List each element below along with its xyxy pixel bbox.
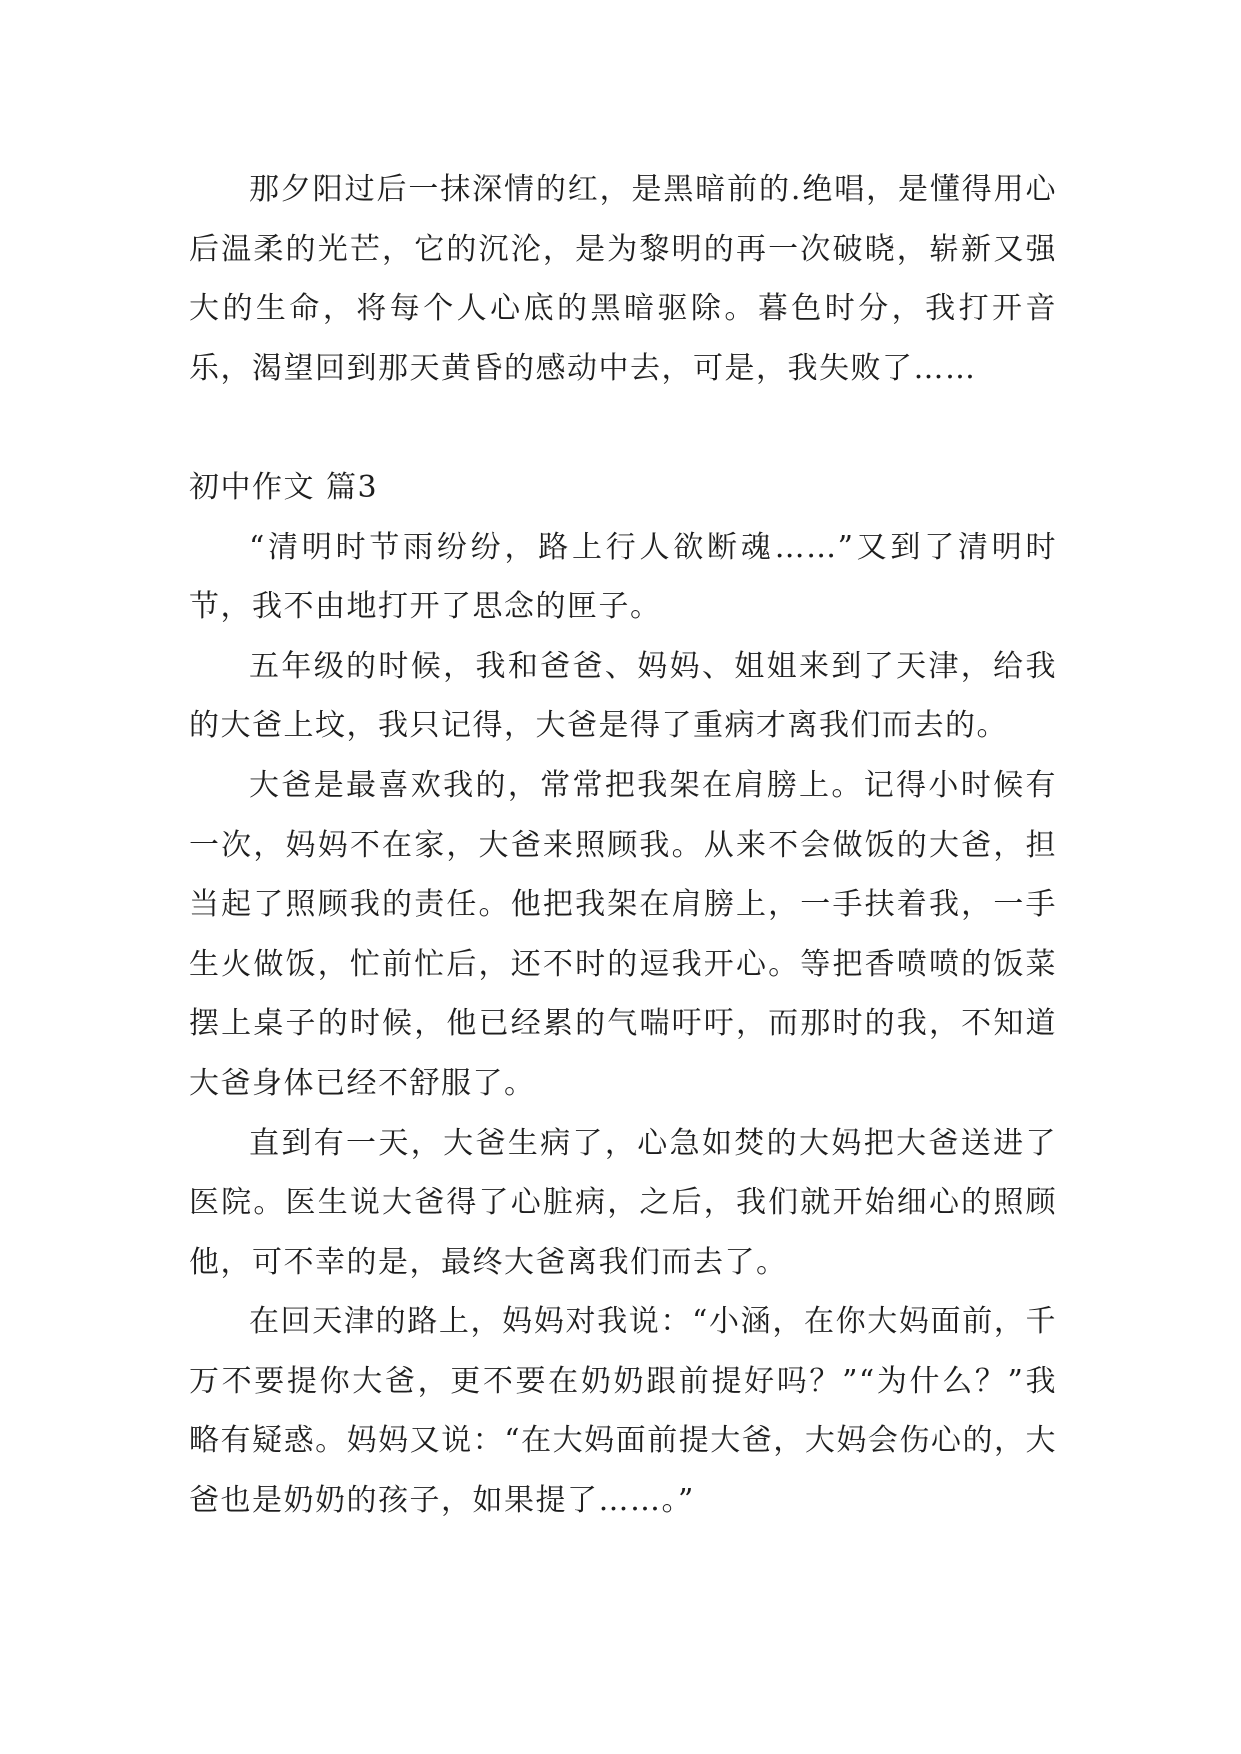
- paragraph-return-road: 在回天津的路上，妈妈对我说：“小涵，在你大妈面前，千万不要提你大爸，更不要在奶奶跟前提好吗？”“为什么？”我略有疑惑。妈妈又说：“在大妈面前提大爸，大妈会伤心的，大爸也是奶奶的孩子，如果提了……。”: [189, 1304, 1057, 1519]
- essay-heading: 初中作文 篇3: [189, 469, 379, 505]
- document-body: [189, 160, 1057, 1531]
- paragraph-sunset: 那夕阳过后一抹深情的红，是黑暗前的.绝唱，是懂得用心后温柔的光芒，它的沉沦，是为黎明的再一次破晓，崭新又强大的生命，将每个人心底的黑暗驱除。暮色时分，我打开音乐，渴望回到那天黄昏的感动中去，可是，我失败了……: [189, 172, 1057, 386]
- paragraph-qingming: “清明时节雨纷纷，路上行人欲断魂……”又到了清明时节，我不由地打开了思念的匣子。: [189, 529, 1057, 625]
- paragraph-uncle-care: 大爸是最喜欢我的，常常把我架在肩膀上。记得小时候有一次，妈妈不在家，大爸来照顾我。从来不会做饭的大爸，担当起了照顾我的责任。他把我架在肩膀上，一手扶着我，一手生火做饭，忙前忙后，还不时的逗我开心。等把香喷喷的饭菜摆上桌子的时候，他已经累的气喘吁吁，而那时的我，不知道大爸身体已经不舒服了。: [189, 767, 1057, 1101]
- paragraph-illness: 直到有一天，大爸生病了，心急如焚的大妈把大爸送进了医院。医生说大爸得了心脏病，之后，我们就开始细心的照顾他，可不幸的是，最终大爸离我们而去了。: [189, 1125, 1057, 1280]
- paragraph-fifth-grade: 五年级的时候，我和爸爸、妈妈、姐姐来到了天津，给我的大爸上坟，我只记得，大爸是得了重病才离我们而去的。: [189, 648, 1057, 744]
